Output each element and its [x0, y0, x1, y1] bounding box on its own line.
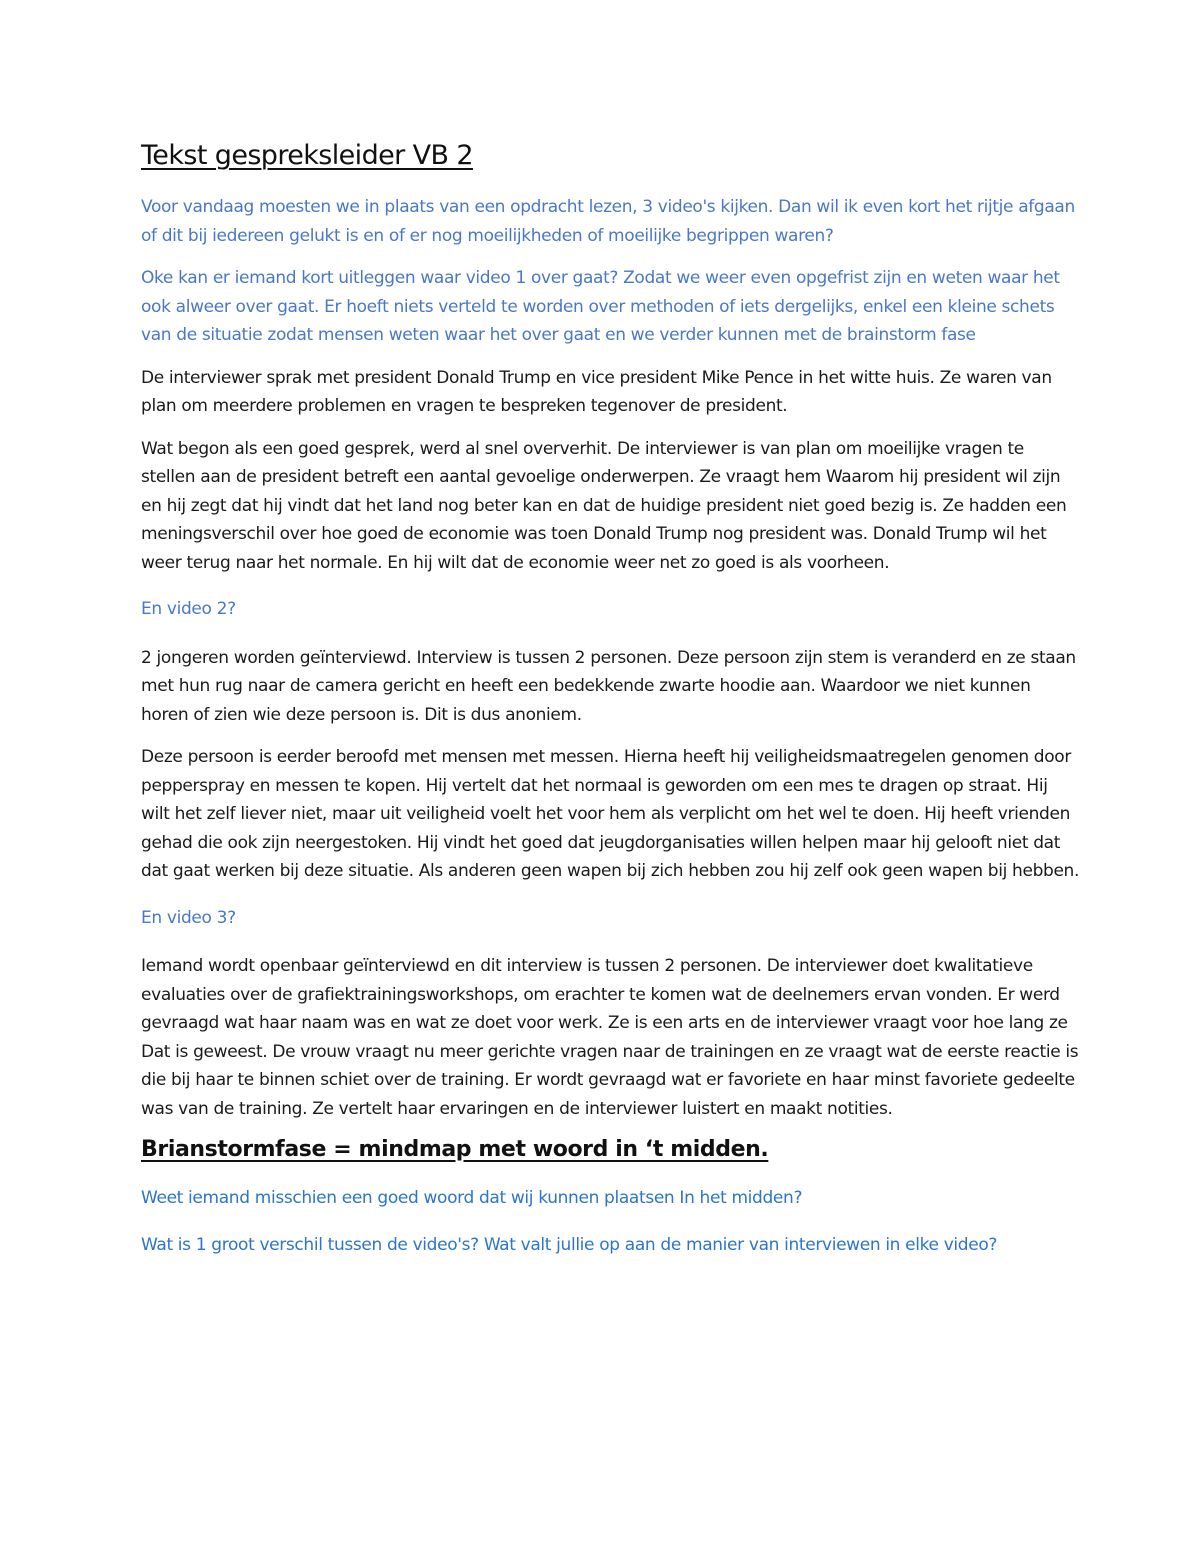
- question-video-3: En video 3?: [141, 907, 236, 928]
- video-2-summary-b: Deze persoon is eerder beroofd met mensen met messen. Hierna heeft hij veiligheidsmaatregelen genomen door pepperspray en messen te kopen. Hij vertelt dat het normaal is geworden om een mes te dragen op straat. Hij wilt het zelf liever niet, maar uit veiligheid voelt het voor hem als verplicht om het wel te doen. Hij heeft vrienden gehad die ook zijn neergestoken. Hij vindt het goed dat jeugdorganisaties willen helpen maar hij gelooft niet dat dat gaat werken bij deze situatie. Als anderen geen wapen bij zich hebben zou hij zelf ook geen wapen bij hebben.: [141, 747, 1080, 881]
- brainstorm-question-1: Weet iemand misschien een goed woord dat wij kunnen plaatsen In het midden?: [141, 1188, 803, 1208]
- question-video-1: Oke kan er iemand kort uitleggen waar video 1 over gaat? Zodat we weer even opgefrist zijn en weten waar het ook alweer over gaat. Er hoeft niets verteld te worden over methoden of iets dergelijks, enkel een kleine schets van de situatie zodat mensen weten waar het over gaat en we verder kunnen met de brainstorm fase: [141, 268, 1060, 345]
- document-title: Tekst gespreksleider VB 2: [141, 140, 473, 171]
- video-1-summary-a: De interviewer sprak met president Donald Trump en vice president Mike Pence in het witte huis. Ze waren van plan om meerdere problemen en vragen te bespreken tegenover de president.: [141, 367, 1052, 416]
- video-2-summary-a: 2 jongeren worden geïnterviewd. Interview is tussen 2 personen. Deze persoon zijn stem is veranderd en ze staan met hun rug naar de camera gericht en heeft een bedekkende zwarte hoodie aan. Waardoor we niet kunnen horen of zien wie deze persoon is. Dit is dus anoniem.: [141, 647, 1076, 725]
- question-video-2: En video 2?: [141, 599, 236, 619]
- intro-paragraph: Voor vandaag moesten we in plaats van een opdracht lezen, 3 video's kijken. Dan wil ik even kort het rijtje afgaan of dit bij iedereen gelukt is en of er nog moeilijkheden of moeilijke begrippen waren?: [141, 197, 1075, 246]
- brainstorm-question-2: Wat is 1 groot verschil tussen de video's? Wat valt jullie op aan de manier van interviewen in elke video?: [141, 1234, 998, 1255]
- video-3-summary: Iemand wordt openbaar geïnterviewd en dit interview is tussen 2 personen. De interviewer doet kwalitatieve evaluaties over de grafiektrainingsworkshops, om erachter te komen wat de deelnemers ervan vonden. Er werd gevraagd wat haar naam was en wat ze doet voor werk. Ze is een arts en de interviewer vraagt voor hoe lang ze Dat is geweest. De vrouw vraagt nu meer gerichte vragen naar de trainingen en ze vraagt wat de eerste reactie is die bij haar te binnen schiet over de training. Er wordt gevraagd wat er favoriete en haar minst favoriete gedeelte was van de training. Ze vertelt haar ervaringen en de interviewer luistert en maakt notities.: [141, 956, 1079, 1119]
- brainstorm-heading: Brianstormfase = mindmap met woord in ‘t midden.: [141, 1137, 769, 1162]
- video-1-summary-b: Wat begon als een goed gesprek, werd al snel oververhit. De interviewer is van plan om moeilijke vragen te stellen aan de president betreft een aantal gevoelige onderwerpen. Ze vraagt hem Waarom hij president wil zijn en hij zegt dat hij vindt dat het land nog beter kan en dat de huidige president niet goed bezig is. Ze hadden een meningsverschil over hoe goed de economie was toen Donald Trump nog president was. Donald Trump wil het weer terug naar het normale. En hij wilt dat de economie weer net zo goed is als voorheen.: [141, 438, 1067, 573]
